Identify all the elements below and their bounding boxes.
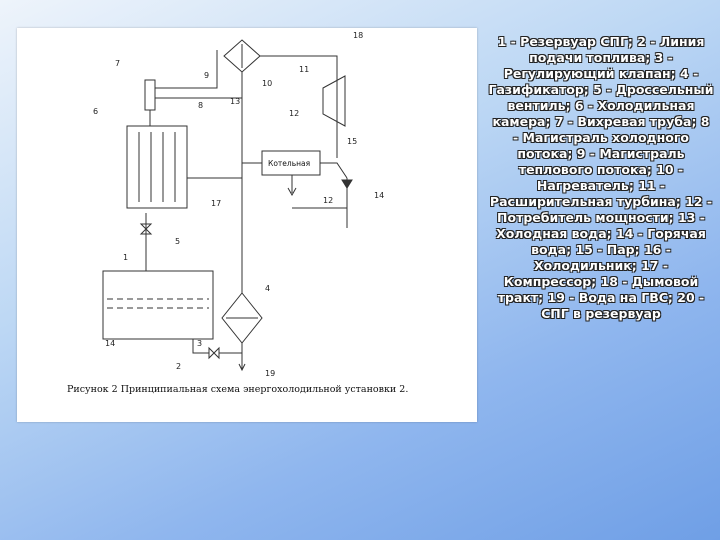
diagram-number: 12: [323, 196, 334, 205]
legend-text: 1 - Резервуар СПГ; 2 - Линия подачи топлива; 3 - Регулирующий клапан; 4 - Газификатор; 5 - Дроссельный вентиль; 6 - Холодильная камера; 7 - Вихревая труба; 8 - Магистраль холодного потока; 9 - Магистраль теплового потока; 10 - Нагреватель; 11 - Расширительная турбина; 12 - Потребитель мощности; 13 - Холодная вода; 14 - Горячая вода; 15 - Пар; 16 - Холодильник; 17 - Компрессор; 18 - Дымовой тракт; 19 - Вода на ГВС; 20 - СПГ в резервуар: [488, 34, 714, 321]
diagram-number: 1: [123, 253, 129, 262]
diagram-number: 15: [347, 137, 358, 146]
schematic-numbers: [17, 28, 477, 422]
diagram-number: 14: [105, 339, 116, 348]
boiler-label: Котельная: [268, 159, 311, 168]
diagram-number: 7: [115, 59, 121, 68]
diagram-number: 19: [265, 369, 276, 378]
diagram-number: 12: [289, 109, 300, 118]
diagram-number: 2: [176, 362, 182, 371]
figure-caption: Рисунок 2 Принципиальная схема энергохолодильной установки 2.: [67, 384, 409, 395]
diagram-number: 14: [374, 191, 385, 200]
diagram-number: 17: [211, 199, 222, 208]
diagram-number: 3: [197, 339, 203, 348]
diagram-number: 13: [230, 97, 241, 106]
diagram-number: 9: [204, 71, 210, 80]
diagram-number: 11: [299, 65, 310, 74]
schematic-figure: [17, 28, 477, 422]
diagram-number: 4: [265, 284, 271, 293]
diagram-number: 18: [353, 31, 364, 40]
diagram-number: 10: [262, 79, 273, 88]
diagram-number: 8: [198, 101, 204, 110]
diagram-number: 6: [93, 107, 99, 116]
diagram-number: 5: [175, 237, 181, 246]
